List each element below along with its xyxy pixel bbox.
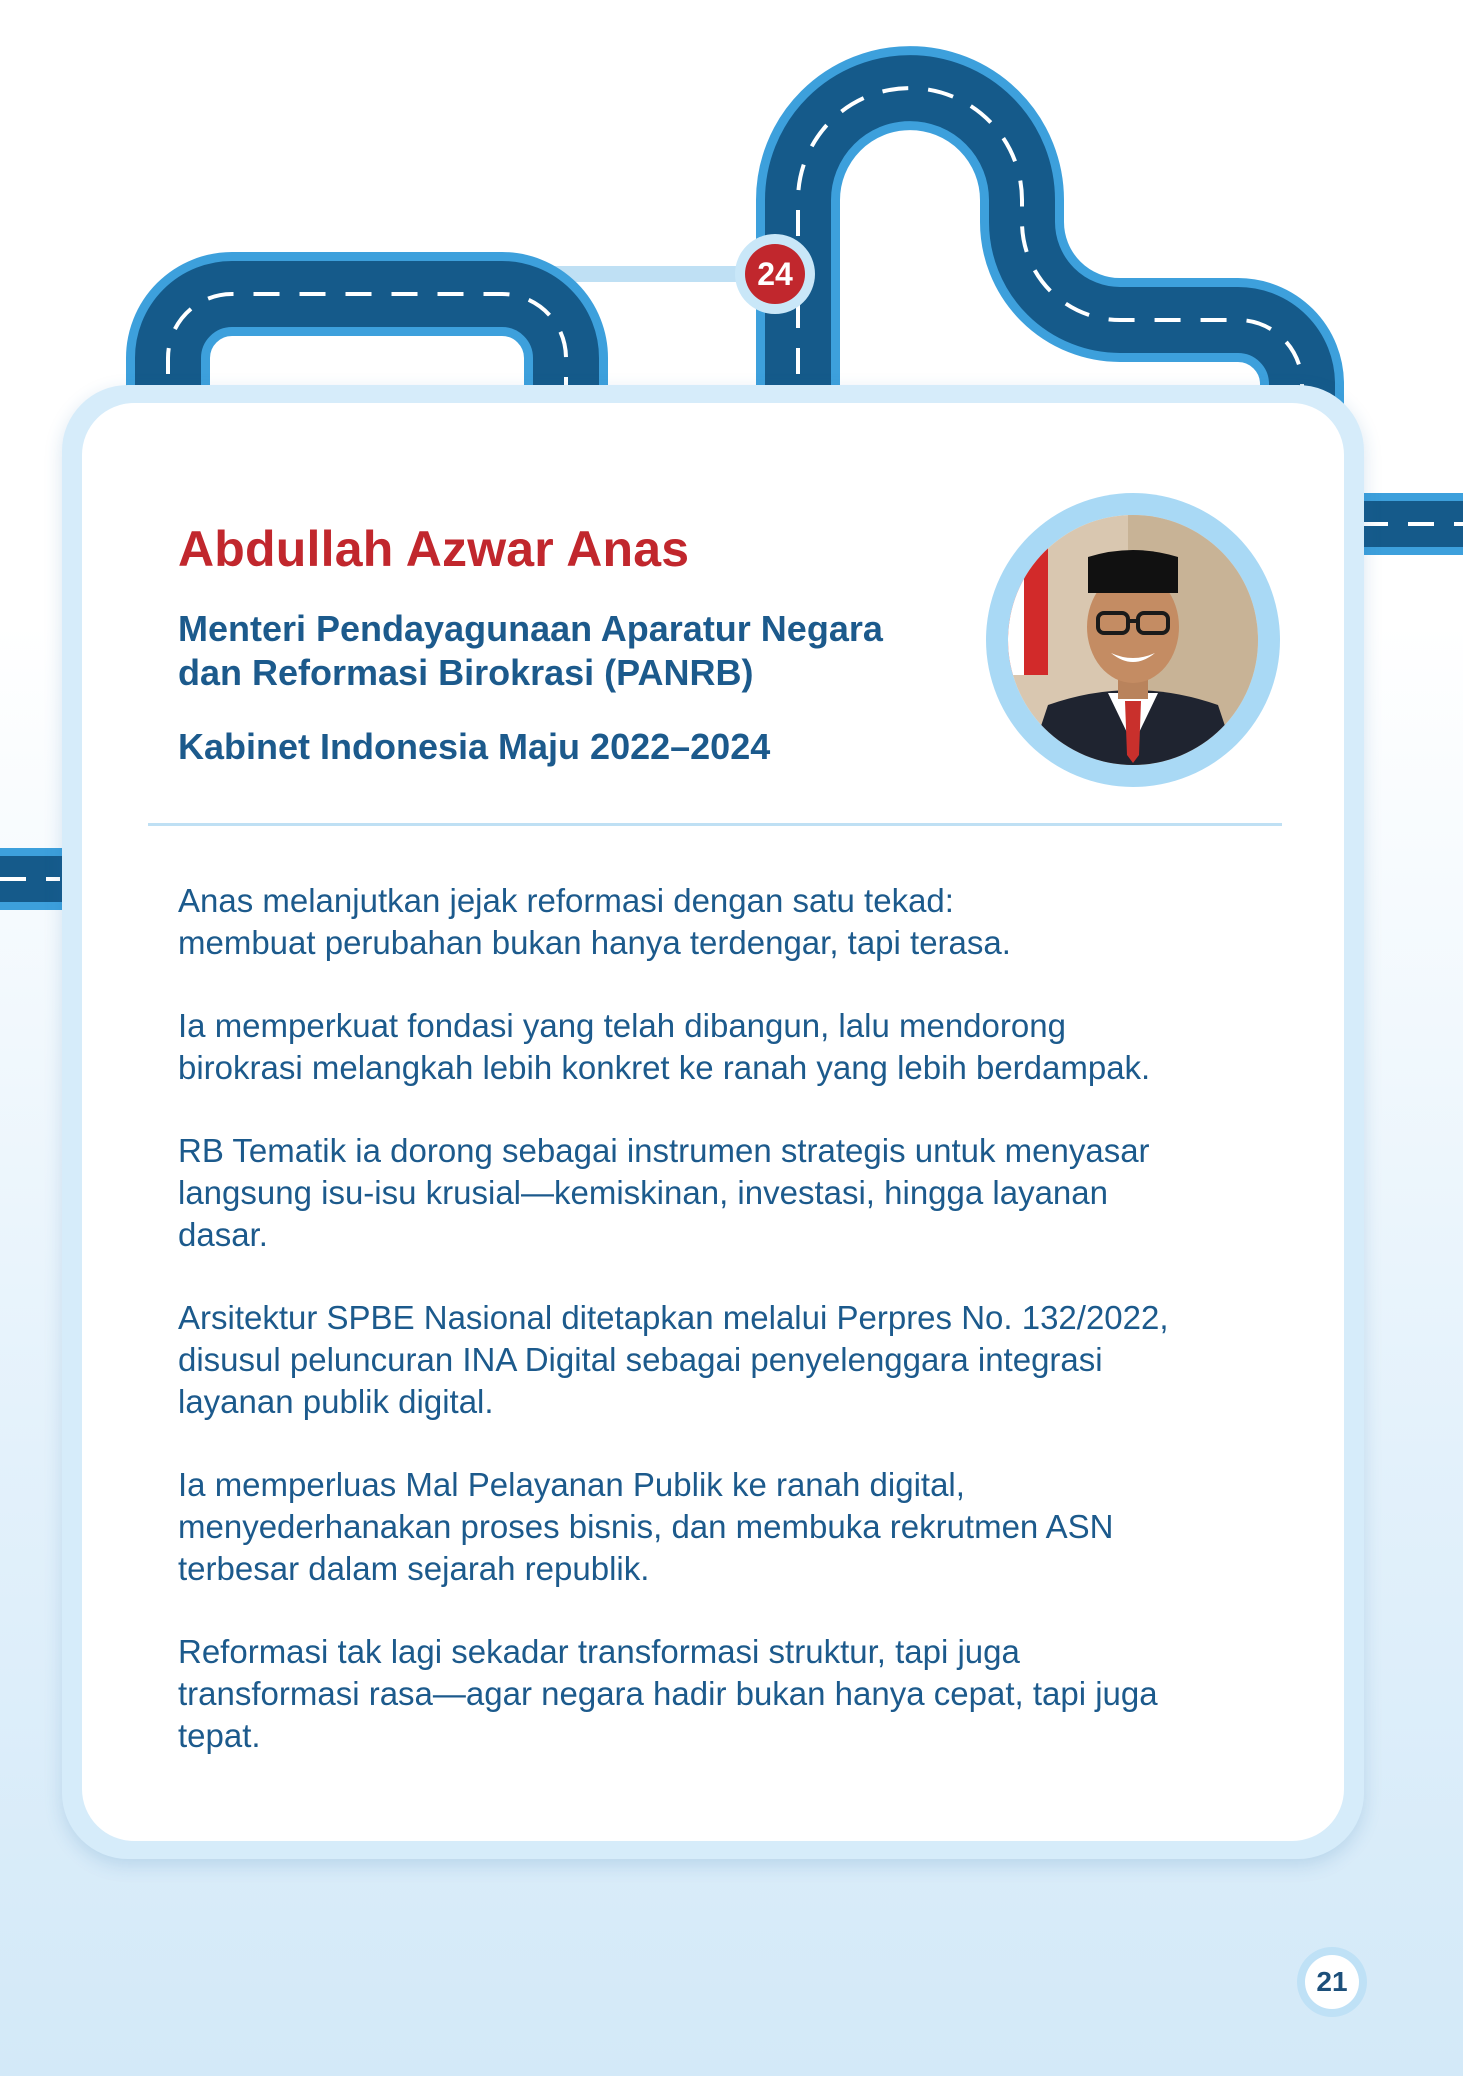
section-divider: [148, 823, 1282, 826]
page-number-badge: [1297, 1947, 1367, 2017]
role-line-2: dan Reformasi Birokrasi (PANRB): [178, 652, 754, 693]
paragraph-rb-tematik: RB Tematik ia dorong sebagai instrumen strategis untuk menyasar langsung isu-isu krusial—kemiskinan, investasi, hingga layanan dasar.: [178, 1132, 1150, 1253]
minister-name: Abdullah Azwar Anas: [178, 521, 690, 577]
biography-text: [178, 880, 1318, 1798]
paragraph-mal-pelayanan: Ia memperluas Mal Pelayanan Publik ke ranah digital, menyederhanakan proses bisnis, dan membuka rekrutmen ASN terbesar dalam sejarah republik.: [178, 1466, 1114, 1587]
cabinet-period: Kabinet Indonesia Maju 2022–2024: [178, 726, 771, 767]
paragraph-foundation: Ia memperkuat fondasi yang telah dibangun, lalu mendorong birokrasi melangkah lebih konkret ke ranah yang lebih berdampak.: [178, 1007, 1151, 1086]
step-number-badge: [735, 234, 815, 314]
step-number: 24: [745, 244, 805, 304]
portrait-illustration: [1008, 515, 1258, 765]
page-number: 21: [1305, 1955, 1359, 2009]
road-right-winding: [798, 88, 1302, 420]
minister-role: [178, 607, 978, 695]
role-line-1: Menteri Pendayagunaan Aparatur Negara: [178, 608, 883, 649]
paragraph-spbe: Arsitektur SPBE Nasional ditetapkan melalui Perpres No. 132/2022, disusul peluncuran INA Digital sebagai penyelenggara integrasi layanan publik digital.: [178, 1299, 1169, 1420]
paragraph-continuation: Anas melanjutkan jejak reformasi dengan satu tekad: membuat perubahan bukan hanya terdengar, tapi terasa.: [178, 882, 1011, 961]
minister-portrait: [1008, 515, 1258, 765]
paragraph-transformasi: Reformasi tak lagi sekadar transformasi struktur, tapi juga transformasi rasa—agar negara hadir bukan hanya cepat, tapi juga tepat.: [178, 1633, 1158, 1754]
portrait-frame: [986, 493, 1280, 787]
